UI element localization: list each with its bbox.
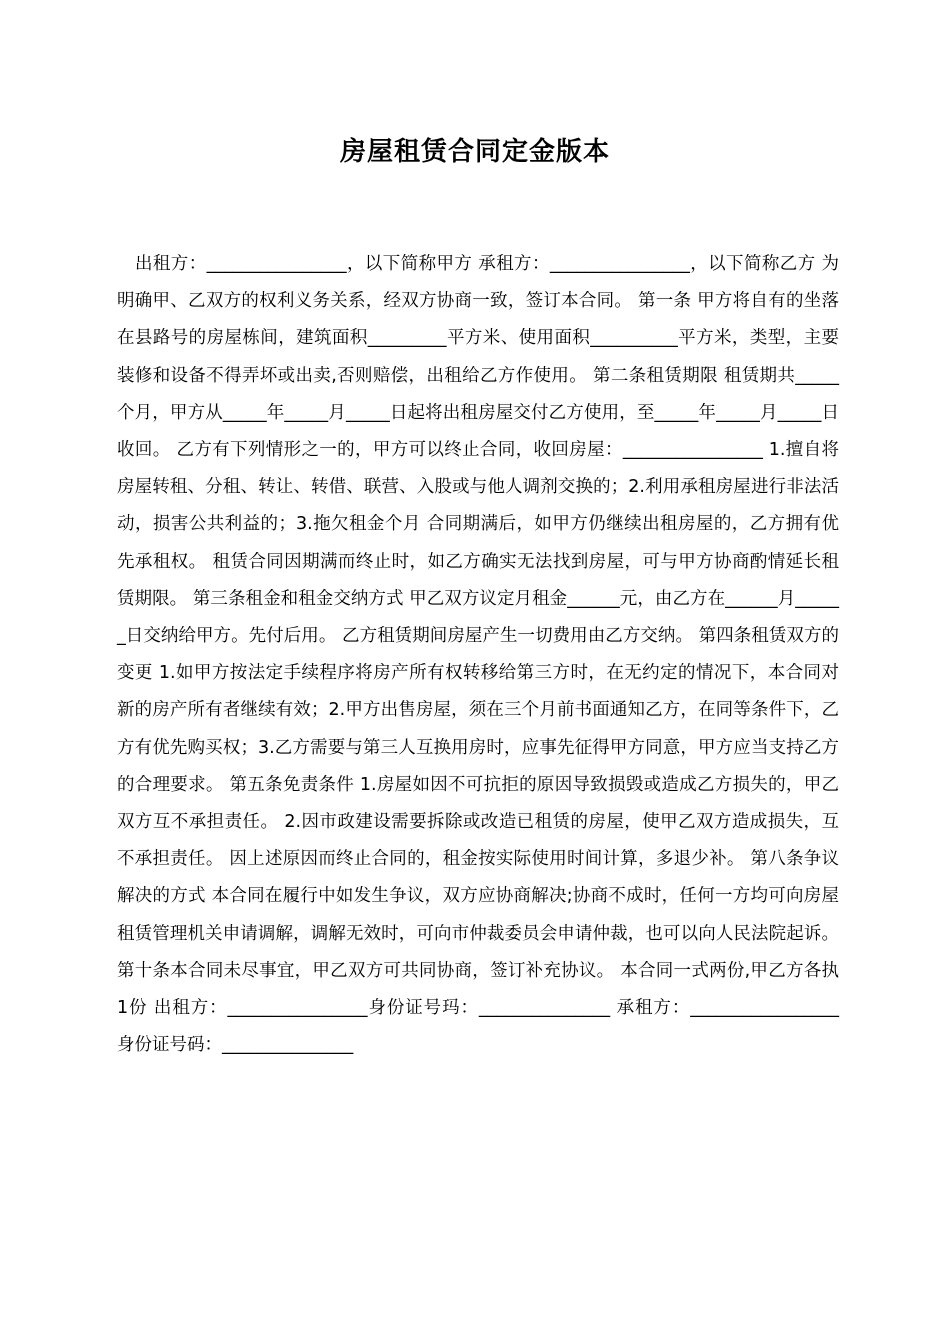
- contract-body-paragraph: 出租方：________________，以下简称甲方 承租方：________________，以下简称乙方 为明确甲、乙双方的权利义务关系，经双方协商一致，签订本合同。 第一条 甲方将自有的坐落在县路号的房屋栋间，建筑面积_________平方米、使用面积__________平方米，类型，主要装修和设备不得弄坏或出卖,否则赔偿，出租给乙方作使用。 第二条租赁期限 租赁期共_____个月，甲方从_____年_____月_____日起将出租房屋交付乙方使用，至_____年_____月_____日收回。 乙方有下列情形之一的，甲方可以终止合同，收回房屋：________________ 1.擅自将房屋转租、分租、转让、转借、联营、入股或与他人调剂交换的；2.利用承租房屋进行非法活动，损害公共利益的；3.拖欠租金个月 合同期满后，如甲方仍继续出租房屋的，乙方拥有优先承租权。 租赁合同因期满而终止时，如乙方确实无法找到房屋，可与甲方协商酌情延长租赁期限。 第三条租金和租金交纳方式 甲乙双方议定月租金______元，由乙方在______月______日交纳给甲方。先付后用。 乙方租赁期间房屋产生一切费用由乙方交纳。 第四条租赁双方的变更 1.如甲方按法定手续程序将房产所有权转移给第三方时，在无约定的情况下，本合同对新的房产所有者继续有效；2.甲方出售房屋，须在三个月前书面通知乙方，在同等条件下，乙方有优先购买权；3.乙方需要与第三人互换用房时，应事先征得甲方同意，甲方应当支持乙方的合理要求。 第五条免责条件 1.房屋如因不可抗拒的原因导致损毁或造成乙方损失的，甲乙双方互不承担责任。 2.因市政建设需要拆除或改造已租赁的房屋，使甲乙双方造成损失，互不承担责任。 因上述原因而终止合同的，租金按实际使用时间计算，多退少补。 第八条争议解决的方式 本合同在履行中如发生争议，双方应协商解决;协商不成时，任何一方均可向房屋租赁管理机关申请调解，调解无效时，可向市仲裁委员会申请仲裁，也可以向人民法院起诉。 第十条本合同未尽事宜，甲乙双方可共同协商，签订补充协议。 本合同一式两份,甲乙方各执1份 出租方：________________身份证号玛：_______________ 承租方：_________________身份证号码：_______________: [117, 254, 839, 1056]
- document-title: 房屋租赁合同定金版本: [339, 137, 610, 167]
